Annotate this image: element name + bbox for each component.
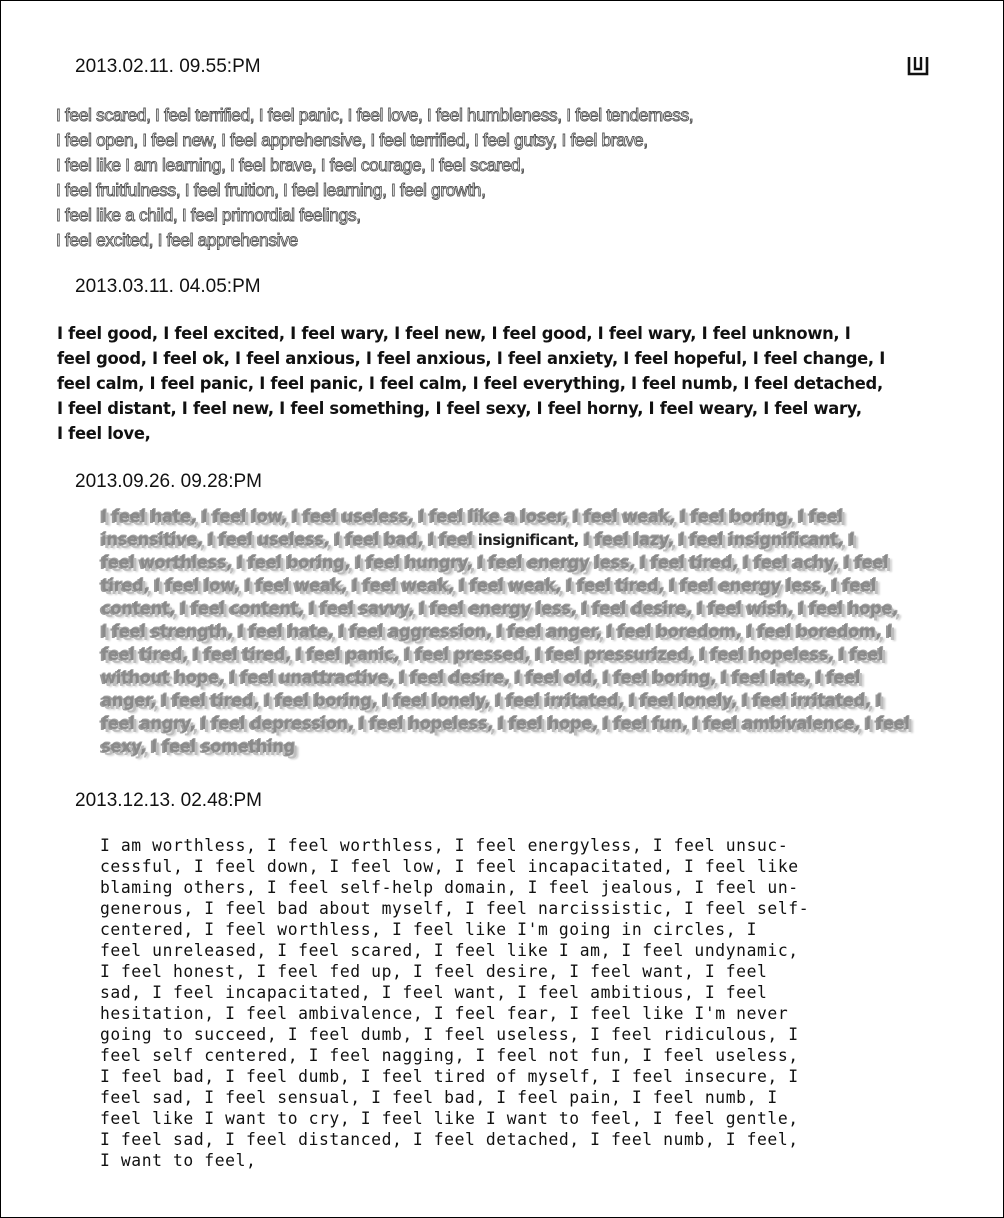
entry-text-bold [57, 322, 892, 447]
text-line: feel self centered, I feel nagging, I feel not fun, I feel useless, [100, 1046, 799, 1065]
text-line: sad, I feel incapacitated, I feel want, I feel ambitious, I feel [100, 983, 768, 1002]
entry-timestamp: 2013.02.11. 09.55:PM [75, 56, 261, 77]
entry-timestamp: 2013.03.11. 04.05:PM [75, 276, 261, 297]
text-line: I feel excited, I feel apprehensive [56, 230, 298, 250]
text-line: content, I feel content, I feel savvy, I feel energy less, I feel desire, I feel wish, I feel hope, [101, 599, 898, 619]
text-line: feel calm, I feel panic, I feel panic, I feel calm, I feel everything, I feel numb, I feel detached, [57, 374, 883, 394]
text-line: feel good, I feel ok, I feel anxious, I feel anxious, I feel anxiety, I feel hopeful, I feel change, I [57, 349, 885, 369]
text-line [101, 529, 927, 552]
text-line: I feel distant, I feel new, I feel something, I feel sexy, I feel horny, I feel weary, I feel wary, [57, 399, 862, 419]
text-line: I feel open, I feel new, I feel apprehensive, I feel terrified, I feel gutsy, I feel brave, [56, 130, 648, 150]
text-line: I want to feel, [100, 1151, 257, 1170]
text-line: going to succeed, I feel dumb, I feel useless, I feel ridiculous, I [100, 1025, 799, 1044]
text-line: feel unreleased, I feel scared, I feel like I am, I feel undynamic, [100, 941, 799, 960]
text-line: feel worthless, I feel boring, I feel hungry, I feel energy less, I feel tired, I feel achy, I feel [101, 553, 889, 573]
text-line: sexy, I feel something [101, 737, 295, 757]
text-line: I feel like I am learning, I feel brave, I feel courage, I feel scared, [56, 155, 525, 175]
text-line: I feel honest, I feel fed up, I feel desire, I feel want, I feel [100, 962, 768, 981]
entry-timestamp: 2013.09.26. 09.28:PM [75, 471, 262, 492]
text-line: I feel fruitfulness, I feel fruition, I feel learning, I feel growth, [56, 180, 486, 200]
text-line: feel sad, I feel sensual, I feel bad, I feel pain, I feel numb, I [100, 1088, 778, 1107]
text-line: tired, I feel low, I feel weak, I feel weak, I feel weak, I feel tired, I feel energy less, I feel [101, 576, 876, 596]
text-line: feel angry, I feel depression, I feel hopeless, I feel hope, I feel fun, I feel ambivalence, I feel [101, 714, 910, 734]
text-line: I feel bad, I feel dumb, I feel tired of myself, I feel insecure, I [100, 1067, 799, 1086]
text-line: hesitation, I feel ambivalence, I feel fear, I feel like I'm never [100, 1004, 789, 1023]
text-line: I feel love, [57, 424, 151, 444]
text-line: cessful, I feel down, I feel low, I feel incapacitated, I feel like [100, 857, 799, 876]
text-segment: I feel lazy, I feel insignificant, I [578, 530, 855, 550]
text-line: without hope, I feel unattractive, I feel desire, I feel old, I feel boring, I feel late, I feel [101, 668, 860, 688]
text-line: I feel strength, I feel hate, I feel aggression, I feel anger, I feel boredom, I feel boredom, I [101, 622, 893, 642]
entry-text-outlined [56, 103, 816, 253]
text-line: centered, I feel worthless, I feel like I'm going in circles, I [100, 920, 758, 939]
text-line: I feel hate, I feel low, I feel useless, I feel like a loser, I feel weak, I feel boring, I feel [101, 507, 843, 527]
entry-text-monospace [100, 835, 951, 1171]
text-line: feel like I want to cry, I feel like I want to feel, I feel gentle, [100, 1109, 799, 1128]
text-line: generous, I feel bad about myself, I feel narcissistic, I feel self- [100, 899, 810, 918]
text-line: blaming others, I feel self-help domain, I feel jealous, I feel un- [100, 878, 799, 897]
text-line: I feel scared, I feel terrified, I feel panic, I feel love, I feel humbleness, I feel tenderness, [56, 105, 694, 125]
entry-timestamp: 2013.12.13. 02.48:PM [75, 790, 262, 811]
text-line: I feel sad, I feel distanced, I feel detached, I feel numb, I feel, [100, 1130, 799, 1149]
text-line: I feel like a child, I feel primordial feelings, [56, 205, 361, 225]
text-segment: insensitive, I feel useless, I feel bad, I feel [101, 530, 478, 550]
uu-logo-icon [907, 56, 929, 76]
text-line: I feel good, I feel excited, I feel wary, I feel new, I feel good, I feel wary, I feel unknown, I [57, 324, 851, 344]
text-line: feel tired, I feel tired, I feel panic, I feel pressed, I feel pressurized, I feel hopeless, I feel [101, 645, 884, 665]
highlighted-word: insignificant, [477, 531, 579, 549]
text-line: anger, I feel tired, I feel boring, I feel lonely, I feel irritated, I feel lonely, I feel irritated, I [101, 691, 882, 711]
entry-text-shadowed [101, 506, 927, 759]
text-line: I am worthless, I feel worthless, I feel energyless, I feel unsuc- [100, 836, 789, 855]
